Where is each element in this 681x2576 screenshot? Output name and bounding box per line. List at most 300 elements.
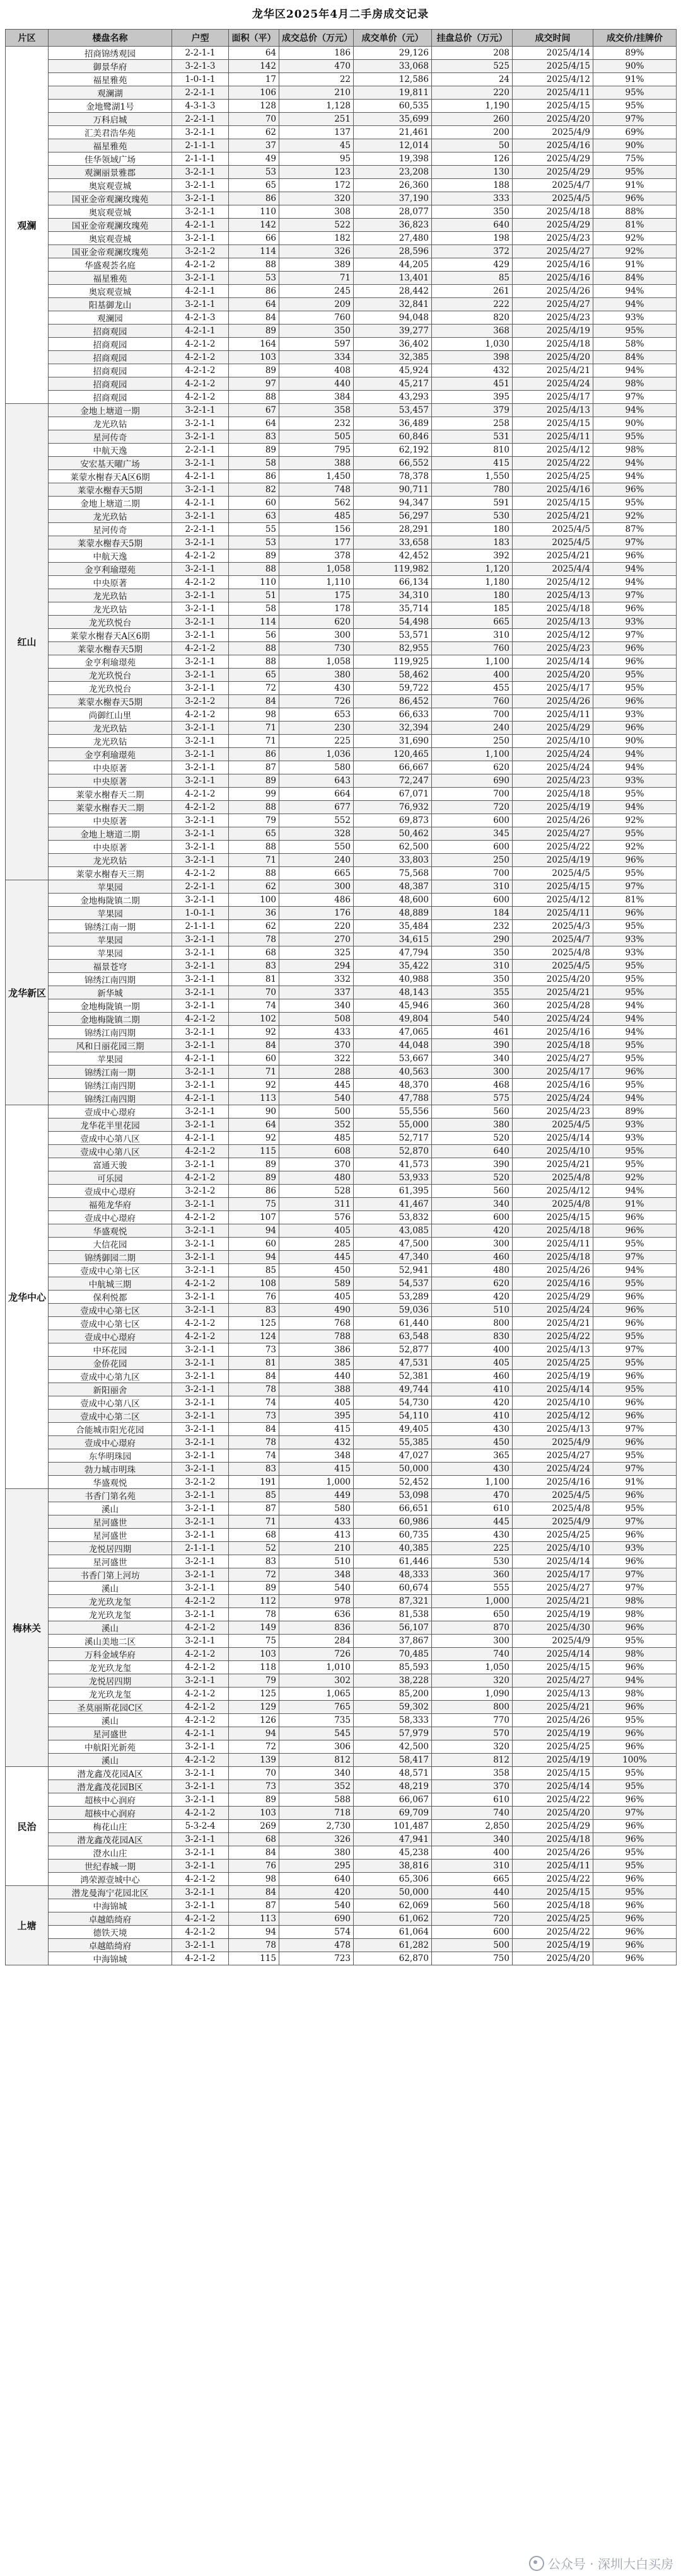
cell-deal-date: 2025/4/5 xyxy=(513,867,593,880)
cell-area: 124 xyxy=(229,1330,279,1343)
cell-listing-price: 300 xyxy=(432,1066,513,1079)
cell-area: 191 xyxy=(229,1476,279,1489)
table-row xyxy=(6,1118,677,1132)
cell-unit-price: 53,667 xyxy=(354,1052,432,1066)
cell-total-price: 45 xyxy=(279,139,354,152)
cell-listing-price: 372 xyxy=(432,245,513,258)
cell-area: 62 xyxy=(229,880,279,894)
cell-area: 125 xyxy=(229,1317,279,1330)
cell-estate-name: 龙光玖钻 xyxy=(49,854,172,867)
cell-estate-name: 国亚金帝观澜玫瑰苑 xyxy=(49,245,172,258)
cell-deal-ratio: 95% xyxy=(593,920,677,933)
cell-listing-price: 130 xyxy=(432,166,513,179)
cell-deal-ratio: 96% xyxy=(593,1740,677,1754)
cell-area: 83 xyxy=(229,960,279,973)
cell-deal-date: 2025/4/10 xyxy=(513,1542,593,1555)
cell-listing-price: 750 xyxy=(432,1952,513,1965)
cell-unit-price: 78,378 xyxy=(354,470,432,483)
cell-deal-date: 2025/4/18 xyxy=(513,338,593,351)
cell-layout: 2-1-1-1 xyxy=(172,152,229,166)
cell-deal-ratio: 93% xyxy=(593,311,677,325)
cell-layout: 1-0-1-1 xyxy=(172,907,229,920)
cell-listing-price: 445 xyxy=(432,1515,513,1529)
cell-deal-ratio: 95% xyxy=(593,1079,677,1092)
cell-layout: 3-2-1-1 xyxy=(172,602,229,616)
cell-unit-price: 52,717 xyxy=(354,1132,432,1145)
table-row xyxy=(6,1026,677,1039)
cell-deal-date: 2025/4/22 xyxy=(513,841,593,854)
cell-layout: 3-2-1-1 xyxy=(172,1529,229,1542)
cell-total-price: 589 xyxy=(279,1277,354,1291)
cell-total-price: 1,110 xyxy=(279,576,354,589)
cell-layout: 4-2-1-2 xyxy=(172,1145,229,1158)
cell-total-price: 528 xyxy=(279,1185,354,1198)
cell-listing-price: 700 xyxy=(432,788,513,801)
cell-deal-ratio: 94% xyxy=(593,470,677,483)
cell-unit-price: 61,282 xyxy=(354,1939,432,1952)
cell-layout: 3-2-1-1 xyxy=(172,1264,229,1277)
cell-unit-price: 66,552 xyxy=(354,457,432,470)
cell-area: 56 xyxy=(229,629,279,642)
cell-estate-name: 御景华府 xyxy=(49,60,172,73)
cell-deal-date: 2025/4/27 xyxy=(513,827,593,841)
cell-deal-ratio: 94% xyxy=(593,1092,677,1105)
table-row xyxy=(6,1330,677,1343)
cell-estate-name: 万科金域华府 xyxy=(49,1648,172,1661)
cell-layout: 3-2-1-1 xyxy=(172,179,229,192)
cell-unit-price: 47,500 xyxy=(354,1238,432,1251)
cell-estate-name: 圣莫丽斯花园C区 xyxy=(49,1701,172,1714)
cell-unit-price: 53,098 xyxy=(354,1489,432,1502)
cell-listing-price: 700 xyxy=(432,708,513,722)
cell-area: 88 xyxy=(229,801,279,814)
cell-deal-ratio: 95% xyxy=(593,960,677,973)
cell-area: 86 xyxy=(229,470,279,483)
cell-area: 60 xyxy=(229,1238,279,1251)
cell-estate-name: 星河盛世 xyxy=(49,1555,172,1568)
cell-layout: 3-2-1-1 xyxy=(172,748,229,761)
cell-listing-price: 540 xyxy=(432,1013,513,1026)
table-row xyxy=(6,1317,677,1330)
cell-estate-name: 招商观园 xyxy=(49,364,172,377)
cell-estate-name: 金侨花园 xyxy=(49,1357,172,1370)
cell-layout: 4-2-1-2 xyxy=(172,1277,229,1291)
cell-deal-ratio: 96% xyxy=(593,1820,677,1833)
cell-deal-ratio: 91% xyxy=(593,258,677,272)
cell-listing-price: 258 xyxy=(432,417,513,430)
cell-estate-name: 书香门第上河坊 xyxy=(49,1568,172,1582)
cell-unit-price: 66,134 xyxy=(354,576,432,589)
cell-unit-price: 90,711 xyxy=(354,483,432,497)
header-listing-price: 挂盘总价（万元） xyxy=(432,30,513,47)
cell-layout: 3-2-1-1 xyxy=(172,272,229,285)
table-row xyxy=(6,272,677,285)
district-cell: 梅林关 xyxy=(6,1489,49,1767)
cell-estate-name: 星河盛世 xyxy=(49,1727,172,1740)
cell-unit-price: 50,000 xyxy=(354,1463,432,1476)
cell-area: 87 xyxy=(229,1502,279,1515)
cell-unit-price: 35,699 xyxy=(354,113,432,126)
cell-layout: 3-2-1-1 xyxy=(172,1886,229,1899)
cell-deal-ratio: 94% xyxy=(593,1026,677,1039)
table-row xyxy=(6,1688,677,1701)
cell-deal-date: 2025/4/20 xyxy=(513,113,593,126)
cell-deal-ratio: 87% xyxy=(593,523,677,536)
table-row xyxy=(6,139,677,152)
cell-estate-name: 中央原著 xyxy=(49,774,172,788)
cell-area: 86 xyxy=(229,748,279,761)
cell-layout: 3-2-1-1 xyxy=(172,1568,229,1582)
cell-estate-name: 合能城市阳光花园 xyxy=(49,1423,172,1436)
cell-deal-date: 2025/4/17 xyxy=(513,1568,593,1582)
cell-estate-name: 阳基御龙山 xyxy=(49,298,172,311)
cell-area: 84 xyxy=(229,1846,279,1860)
table-row xyxy=(6,1277,677,1291)
cell-deal-date: 2025/4/14 xyxy=(513,1132,593,1145)
header-estate-name: 楼盘名称 xyxy=(49,30,172,47)
cell-area: 79 xyxy=(229,814,279,827)
cell-unit-price: 48,333 xyxy=(354,1568,432,1582)
cell-total-price: 186 xyxy=(279,47,354,60)
cell-deal-date: 2025/4/14 xyxy=(513,1648,593,1661)
cell-area: 92 xyxy=(229,1079,279,1092)
cell-estate-name: 可乐园 xyxy=(49,1171,172,1185)
cell-area: 64 xyxy=(229,47,279,60)
cell-area: 63 xyxy=(229,510,279,523)
cell-deal-date: 2025/4/9 xyxy=(513,1515,593,1529)
cell-deal-ratio: 98% xyxy=(593,1688,677,1701)
cell-total-price: 1,010 xyxy=(279,1661,354,1674)
cell-estate-name: 壹成中心璟府 xyxy=(49,1185,172,1198)
cell-listing-price: 1,180 xyxy=(432,576,513,589)
cell-listing-price: 740 xyxy=(432,1807,513,1820)
cell-deal-date: 2025/4/15 xyxy=(513,1661,593,1674)
cell-unit-price: 50,000 xyxy=(354,1886,432,1899)
cell-unit-price: 39,277 xyxy=(354,325,432,338)
cell-deal-date: 2025/4/13 xyxy=(513,589,593,602)
cell-total-price: 380 xyxy=(279,1846,354,1860)
table-row xyxy=(6,325,677,338)
cell-estate-name: 龙悦居四期 xyxy=(49,1674,172,1688)
cell-unit-price: 47,065 xyxy=(354,1026,432,1039)
cell-listing-price: 620 xyxy=(432,1277,513,1291)
cell-total-price: 510 xyxy=(279,1555,354,1568)
cell-listing-price: 250 xyxy=(432,854,513,867)
cell-deal-ratio: 96% xyxy=(593,1621,677,1635)
cell-unit-price: 101,487 xyxy=(354,1820,432,1833)
cell-deal-date: 2025/4/5 xyxy=(513,536,593,549)
cell-estate-name: 国亚金帝观澜玫瑰苑 xyxy=(49,219,172,232)
cell-deal-ratio: 97% xyxy=(593,1568,677,1582)
cell-deal-date: 2025/4/19 xyxy=(513,1939,593,1952)
cell-deal-ratio: 97% xyxy=(593,113,677,126)
cell-deal-date: 2025/4/21 xyxy=(513,549,593,563)
cell-listing-price: 390 xyxy=(432,1158,513,1171)
cell-total-price: 352 xyxy=(279,1118,354,1132)
cell-deal-ratio: 96% xyxy=(593,695,677,708)
cell-estate-name: 中央原著 xyxy=(49,576,172,589)
cell-unit-price: 49,744 xyxy=(354,1383,432,1396)
cell-deal-date: 2025/4/15 xyxy=(513,1886,593,1899)
cell-area: 92 xyxy=(229,1026,279,1039)
cell-unit-price: 36,489 xyxy=(354,417,432,430)
cell-deal-date: 2025/4/27 xyxy=(513,298,593,311)
cell-unit-price: 120,465 xyxy=(354,748,432,761)
cell-listing-price: 510 xyxy=(432,1304,513,1317)
cell-unit-price: 55,556 xyxy=(354,1105,432,1118)
cell-area: 65 xyxy=(229,669,279,682)
table-row xyxy=(6,298,677,311)
cell-listing-price: 300 xyxy=(432,1238,513,1251)
cell-estate-name: 潜龙鑫茂花园A区 xyxy=(49,1767,172,1780)
cell-unit-price: 60,535 xyxy=(354,100,432,113)
cell-deal-ratio: 95% xyxy=(593,1714,677,1727)
cell-unit-price: 28,291 xyxy=(354,523,432,536)
cell-layout: 3-2-1-1 xyxy=(172,1396,229,1410)
cell-estate-name: 莱蒙水榭春天5期 xyxy=(49,483,172,497)
table-row xyxy=(6,1608,677,1621)
cell-listing-price: 740 xyxy=(432,1648,513,1661)
cell-total-price: 1,128 xyxy=(279,100,354,113)
cell-unit-price: 32,385 xyxy=(354,351,432,364)
cell-deal-ratio: 96% xyxy=(593,1489,677,1502)
cell-listing-price: 180 xyxy=(432,589,513,602)
cell-estate-name: 壹成中心第八区 xyxy=(49,1132,172,1145)
cell-deal-date: 2025/4/25 xyxy=(513,1529,593,1542)
table-row xyxy=(6,1833,677,1846)
cell-area: 52 xyxy=(229,1542,279,1555)
cell-layout: 3-2-1-1 xyxy=(172,232,229,245)
table-row xyxy=(6,920,677,933)
cell-listing-price: 370 xyxy=(432,1780,513,1793)
cell-unit-price: 94,048 xyxy=(354,311,432,325)
table-row xyxy=(6,933,677,946)
cell-deal-date: 2025/4/19 xyxy=(513,1370,593,1383)
table-row xyxy=(6,113,677,126)
cell-area: 98 xyxy=(229,1873,279,1886)
cell-total-price: 490 xyxy=(279,1304,354,1317)
table-row xyxy=(6,1740,677,1754)
cell-estate-name: 金亨利瑜璟苑 xyxy=(49,563,172,576)
cell-unit-price: 53,457 xyxy=(354,404,432,417)
cell-area: 94 xyxy=(229,1926,279,1939)
cell-deal-ratio: 94% xyxy=(593,748,677,761)
cell-total-price: 384 xyxy=(279,391,354,404)
cell-area: 71 xyxy=(229,1066,279,1079)
cell-total-price: 209 xyxy=(279,298,354,311)
cell-listing-price: 800 xyxy=(432,1317,513,1330)
cell-total-price: 415 xyxy=(279,1423,354,1436)
cell-total-price: 765 xyxy=(279,1701,354,1714)
table-row xyxy=(6,695,677,708)
cell-area: 65 xyxy=(229,827,279,841)
cell-unit-price: 28,596 xyxy=(354,245,432,258)
cell-unit-price: 94,347 xyxy=(354,497,432,510)
cell-area: 114 xyxy=(229,245,279,258)
cell-layout: 3-2-1-1 xyxy=(172,1436,229,1449)
cell-layout: 4-2-1-2 xyxy=(172,1648,229,1661)
cell-layout: 4-2-1-2 xyxy=(172,1714,229,1727)
cell-layout: 2-2-1-1 xyxy=(172,444,229,457)
cell-unit-price: 52,941 xyxy=(354,1264,432,1277)
cell-total-price: 405 xyxy=(279,1224,354,1238)
cell-estate-name: 龙光玖龙玺 xyxy=(49,1608,172,1621)
cell-layout: 3-2-1-1 xyxy=(172,1939,229,1952)
cell-deal-date: 2025/4/4 xyxy=(513,563,593,576)
cell-total-price: 182 xyxy=(279,232,354,245)
table-row xyxy=(6,351,677,364)
table-row xyxy=(6,60,677,73)
wechat-icon xyxy=(529,2556,544,2571)
cell-listing-price: 368 xyxy=(432,325,513,338)
cell-area: 76 xyxy=(229,1291,279,1304)
cell-layout: 3-2-1-1 xyxy=(172,1224,229,1238)
table-row xyxy=(6,192,677,205)
cell-area: 89 xyxy=(229,364,279,377)
cell-deal-ratio: 92% xyxy=(593,245,677,258)
cell-total-price: 405 xyxy=(279,1291,354,1304)
cell-area: 74 xyxy=(229,1396,279,1410)
cell-layout: 3-2-1-1 xyxy=(172,457,229,470)
cell-total-price: 450 xyxy=(279,1264,354,1277)
cell-layout: 4-2-1-1 xyxy=(172,325,229,338)
cell-layout: 3-2-1-1 xyxy=(172,1198,229,1211)
cell-layout: 4-3-1-3 xyxy=(172,100,229,113)
table-row xyxy=(6,642,677,655)
table-row xyxy=(6,1185,677,1198)
cell-estate-name: 龙光玖钻 xyxy=(49,722,172,735)
cell-unit-price: 36,823 xyxy=(354,219,432,232)
cell-listing-price: 555 xyxy=(432,1582,513,1595)
cell-deal-ratio: 95% xyxy=(593,1780,677,1793)
cell-unit-price: 53,289 xyxy=(354,1291,432,1304)
cell-area: 89 xyxy=(229,325,279,338)
cell-deal-ratio: 94% xyxy=(593,1013,677,1026)
cell-deal-ratio: 97% xyxy=(593,1463,677,1476)
table-row xyxy=(6,907,677,920)
cell-total-price: 580 xyxy=(279,1502,354,1515)
table-row xyxy=(6,801,677,814)
cell-layout: 3-2-1-1 xyxy=(172,960,229,973)
cell-area: 81 xyxy=(229,973,279,986)
cell-deal-ratio: 96% xyxy=(593,1939,677,1952)
cell-listing-price: 184 xyxy=(432,907,513,920)
table-row xyxy=(6,470,677,483)
cell-total-price: 408 xyxy=(279,364,354,377)
cell-layout: 3-2-1-1 xyxy=(172,1026,229,1039)
cell-listing-price: 180 xyxy=(432,523,513,536)
cell-deal-ratio: 96% xyxy=(593,1370,677,1383)
cell-layout: 3-2-1-2 xyxy=(172,695,229,708)
cell-area: 72 xyxy=(229,1568,279,1582)
cell-estate-name: 观澜园 xyxy=(49,311,172,325)
cell-area: 70 xyxy=(229,1767,279,1780)
cell-deal-date: 2025/4/16 xyxy=(513,272,593,285)
cell-deal-date: 2025/4/13 xyxy=(513,1343,593,1357)
cell-total-price: 311 xyxy=(279,1198,354,1211)
cell-deal-ratio: 95% xyxy=(593,986,677,999)
cell-listing-price: 570 xyxy=(432,1727,513,1740)
table-row xyxy=(6,1264,677,1277)
cell-deal-ratio: 94% xyxy=(593,298,677,311)
cell-deal-ratio: 97% xyxy=(593,1515,677,1529)
cell-unit-price: 34,615 xyxy=(354,933,432,946)
cell-deal-ratio: 96% xyxy=(593,1727,677,1740)
table-row xyxy=(6,1860,677,1873)
cell-deal-date: 2025/4/19 xyxy=(513,854,593,867)
cell-total-price: 405 xyxy=(279,1396,354,1410)
cell-listing-price: 470 xyxy=(432,1489,513,1502)
cell-deal-date: 2025/4/29 xyxy=(513,1820,593,1833)
cell-area: 126 xyxy=(229,1714,279,1727)
cell-total-price: 580 xyxy=(279,761,354,774)
cell-total-price: 285 xyxy=(279,1238,354,1251)
cell-layout: 3-2-1-1 xyxy=(172,1463,229,1476)
cell-layout: 4-2-1-2 xyxy=(172,391,229,404)
cell-unit-price: 12,586 xyxy=(354,73,432,86)
cell-area: 67 xyxy=(229,404,279,417)
table-row xyxy=(6,404,677,417)
cell-area: 37 xyxy=(229,139,279,152)
table-row xyxy=(6,364,677,377)
cell-layout: 3-2-1-1 xyxy=(172,827,229,841)
cell-listing-price: 340 xyxy=(432,1198,513,1211)
cell-listing-price: 455 xyxy=(432,682,513,695)
table-row xyxy=(6,219,677,232)
cell-area: 84 xyxy=(229,1423,279,1436)
cell-total-price: 306 xyxy=(279,1740,354,1754)
table-row xyxy=(6,1039,677,1052)
cell-unit-price: 59,036 xyxy=(354,1304,432,1317)
cell-estate-name: 苹果园 xyxy=(49,946,172,960)
cell-deal-ratio: 95% xyxy=(593,867,677,880)
cell-listing-price: 429 xyxy=(432,258,513,272)
cell-listing-price: 530 xyxy=(432,510,513,523)
cell-unit-price: 45,238 xyxy=(354,1846,432,1860)
cell-deal-date: 2025/4/19 xyxy=(513,1608,593,1621)
cell-deal-date: 2025/4/14 xyxy=(513,1780,593,1793)
watermark-text: 公众号 · 深圳大白买房 xyxy=(547,2556,673,2572)
cell-total-price: 505 xyxy=(279,430,354,444)
cell-deal-date: 2025/4/22 xyxy=(513,1793,593,1807)
cell-total-price: 210 xyxy=(279,1542,354,1555)
cell-listing-price: 398 xyxy=(432,351,513,364)
cell-deal-date: 2025/4/24 xyxy=(513,1463,593,1476)
cell-unit-price: 59,722 xyxy=(354,682,432,695)
cell-area: 164 xyxy=(229,338,279,351)
cell-estate-name: 福景苍穹 xyxy=(49,960,172,973)
cell-deal-ratio: 95% xyxy=(593,497,677,510)
table-row xyxy=(6,669,677,682)
cell-layout: 3-2-1-2 xyxy=(172,1185,229,1198)
cell-estate-name: 苹果园 xyxy=(49,907,172,920)
cell-unit-price: 54,730 xyxy=(354,1396,432,1410)
cell-deal-ratio: 84% xyxy=(593,272,677,285)
header-deal-ratio: 成交价/挂牌价 xyxy=(593,30,677,47)
cell-estate-name: 莱蒙水榭春天A区6期 xyxy=(49,629,172,642)
cell-deal-date: 2025/4/17 xyxy=(513,682,593,695)
cell-estate-name: 华盛观荟名庭 xyxy=(49,258,172,272)
cell-listing-price: 320 xyxy=(432,1740,513,1754)
cell-area: 64 xyxy=(229,298,279,311)
cell-layout: 4-2-1-2 xyxy=(172,1754,229,1767)
cell-total-price: 486 xyxy=(279,894,354,907)
cell-area: 86 xyxy=(229,192,279,205)
cell-total-price: 812 xyxy=(279,1754,354,1767)
cell-estate-name: 招商观园 xyxy=(49,351,172,364)
cell-deal-date: 2025/4/13 xyxy=(513,1688,593,1701)
cell-area: 82 xyxy=(229,483,279,497)
